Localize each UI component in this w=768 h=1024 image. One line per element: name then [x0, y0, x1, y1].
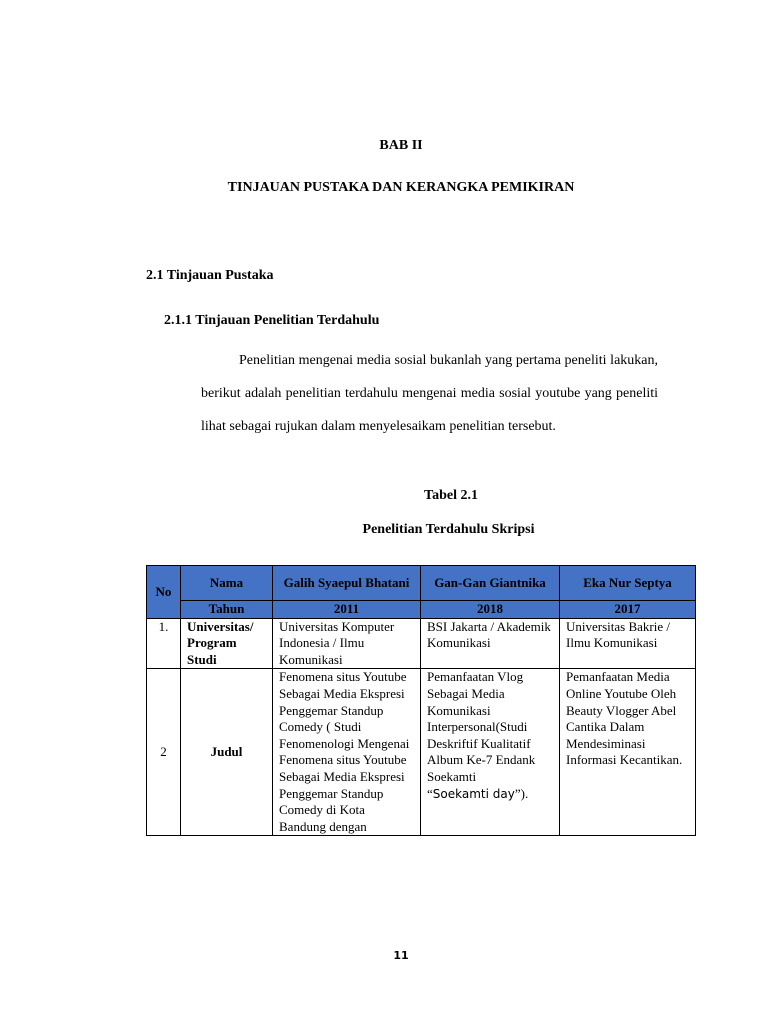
subsection-heading: 2.1.1 Tinjauan Penelitian Terdahulu [164, 313, 380, 328]
year-1: 2011 [273, 601, 421, 619]
table-header-row [147, 566, 696, 601]
page-number: 11 [393, 949, 409, 962]
table-cell: BSI Jakarta / Akademik Komunikasi [421, 618, 560, 669]
year-3: 2017 [560, 601, 696, 619]
quote-open: “ [427, 785, 433, 801]
chapter-title: TINJAUAN PUSTAKA DAN KERANGKA PEMIKIRAN [227, 180, 575, 195]
header-researcher-2: Gan-Gan Giantnika [421, 566, 560, 601]
row-label: Universitas/ Program Studi [181, 618, 273, 669]
intro-paragraph: Penelitian mengenai media sosial bukanlah yang pertama peneliti lakukan, berikut adalah penelitian terdahulu mengenai media sosial youtube yang peneliti lihat sebagai rujukan dalam menyelesaikam penelitian tersebut. [201, 353, 658, 434]
header-researcher-1: Galih Syaepul Bhatani [273, 566, 421, 601]
header-tahun: Tahun [181, 601, 273, 619]
cell-text: Pemanfaatan Vlog Sebagai Media Komunikasi Interpersonal(Studi Deskriftif Kualitatif Album Ke-7 Endank Soekamti [427, 669, 536, 784]
album-title: Soekamti day [432, 786, 515, 801]
year-2: 2018 [421, 601, 560, 619]
row-number: 2 [147, 669, 181, 836]
header-nama: Nama [181, 566, 273, 601]
header-researcher-3: Eka Nur Septya [560, 566, 696, 601]
research-table [146, 565, 696, 836]
chapter-heading: BAB II [379, 138, 423, 153]
row-label: Judul [181, 669, 273, 836]
table-year-row [147, 601, 696, 619]
table-label: Tabel 2.1 [424, 488, 478, 503]
table-title: Penelitian Terdahulu Skripsi [362, 522, 535, 537]
section-heading: 2.1 Tinjauan Pustaka [146, 268, 274, 283]
table-cell: Universitas Komputer Indonesia / Ilmu Komunikasi [273, 618, 421, 669]
table-cell [421, 669, 560, 836]
row-number: 1. [147, 618, 181, 669]
table-cell: Fenomena situs Youtube Sebagai Media Ekspresi Penggemar Standup Comedy ( Studi Fenomenologi Mengenai Fenomena situs Youtube Sebagai Media Ekspresi Penggemar Standup Comedy di Kota Bandung dengan [273, 669, 421, 836]
table-cell: Pemanfaatan Media Online Youtube Oleh Beauty Vlogger Abel Cantika Dalam Mendesiminasi Informasi Kecantikan. [560, 669, 696, 836]
table-row [147, 618, 696, 669]
header-no: No [147, 566, 181, 619]
table-row [147, 669, 696, 836]
table-cell: Universitas Bakrie / Ilmu Komunikasi [560, 618, 696, 669]
quote-close: ”). [514, 785, 529, 801]
